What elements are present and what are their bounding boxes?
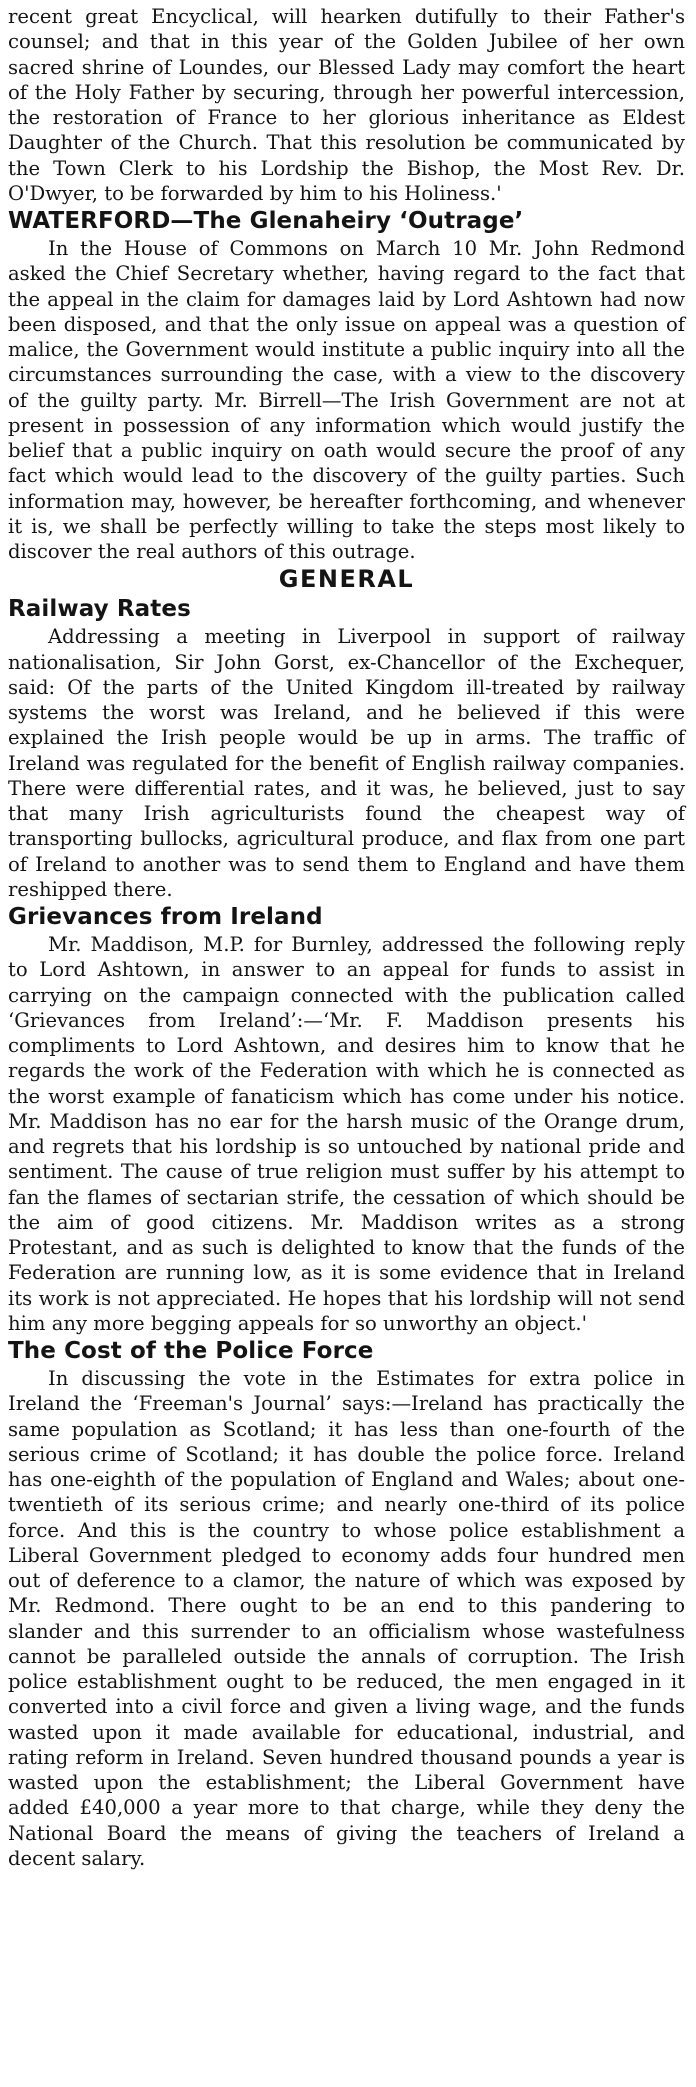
section-title-general: GENERAL [278,565,415,594]
article-body-railway-rates: Addressing a meeting in Liverpool in support of railway nationalisation, Sir John Gorst, ex-Chancellor of the Exchequer, said: Of the parts of the United Kingdom ill-treated by railway systems the worst was Ireland, and he believed if this were explained the Irish people would be up in arms. The traffic of Ireland was regulated for the benefit of English railway companies. There were differential rates, and it was, he believed, just to say that many Irish agriculturists found the cheapest way of transporting bullocks, agricultural produce, and flax from one part of Ireland to another was to send them to England and have them reshipped there. [8,625,685,901]
article-heading-grievances: Grievances from Ireland [8,904,323,930]
article-body-police-force: In discussing the vote in the Estimates for extra police in Ireland the ‘Freeman's Journal’ says:—Ireland has practically the same population as Scotland; it has less than one-fourth of the serious crime of Scotland; it has double the police force. Ireland has one-eighth of the population of England and Wales; about one-twentieth of its serious crime; and nearly one-third of its police force. And this is the country to whose police establishment a Liberal Government pledged to economy adds four hundred men out of deference to a clamor, the nature of which was exposed by Mr. Redmond. There ought to be an end to this pandering to slander and this surrender to an officialism whose wastefulness cannot be paralleled outside the annals of corruption. The Irish police establishment ought to be reduced, the men engaged in it converted into a civil force and given a living wage, and the funds wasted upon it made available for educational, industrial, and rating reform in Ireland. Seven hundred thousand pounds a year is wasted upon the establishment; the Liberal Government have added £40,000 a year more to that charge, while they deny the National Board the means of giving the teachers of Ireland a decent salary. [8,1367,685,1870]
article-body-grievances: Mr. Maddison, M.P. for Burnley, addressed the following reply to Lord Ashtown, in answer to an appeal for funds to assist in carrying on the campaign connected with the publication called ‘Grievances from Ireland’:—‘Mr. F. Maddison presents his compliments to Lord Ashtown, and desires him to know that he regards the work of the Federation with which he is connected as the worst example of fanaticism which has come under his notice. Mr. Maddison has no ear for the harsh music of the Orange drum, and regrets that his lordship is so untouched by national pride and sentiment. The cause of true religion must suffer by his attempt to fan the flames of sectarian strife, the cessation of which should be the aim of good citizens. Mr. Maddison writes as a strong Protestant, and as such is delighted to know that the funds of the Federation are running low, as it is some evidence that in Ireland its work is not appreciated. He hopes that his lordship will not send him any more begging appeals for so unworthy an object.' [8,933,685,1335]
opening-paragraph: recent great Encyclical, will hearken dutifully to their Father's counsel; and that in this year of the Golden Jubilee of her own sacred shrine of Loundes, our Blessed Lady may comfort the heart of the Holy Father by securing, through her powerful intercession, the restoration of France to her glorious inheritance as Eldest Daughter of the Church. That this resolution be communicated by the Town Clerk to his Lordship the Bishop, the Most Rev. Dr. O'Dwyer, to be forwarded by him to his Holiness.' [8,5,685,205]
article-heading-waterford: WATERFORD—The Glenaheiry ‘Outrage’ [8,208,524,234]
article-column [8,4,685,1871]
article-heading-police-force: The Cost of the Police Force [8,1338,374,1364]
article-body-waterford: In the House of Commons on March 10 Mr. John Redmond asked the Chief Secretary whether, having regard to the fact that the appeal in the claim for damages laid by Lord Ashtown had now been disposed, and that the only issue on appeal was a question of malice, the Government would institute a public inquiry into all the circumstances surrounding the case, with a view to the discovery of the guilty party. Mr. Birrell—The Irish Government are not at present in possession of any information which would justify the belief that a public inquiry on oath would secure the proof of any fact which would lead to the discovery of the guilty parties. Such information may, however, be hereafter forthcoming, and whenever it is, we shall be perfectly willing to take the steps most likely to discover the real authors of this outrage. [8,237,685,563]
article-heading-railway-rates: Railway Rates [8,596,191,623]
